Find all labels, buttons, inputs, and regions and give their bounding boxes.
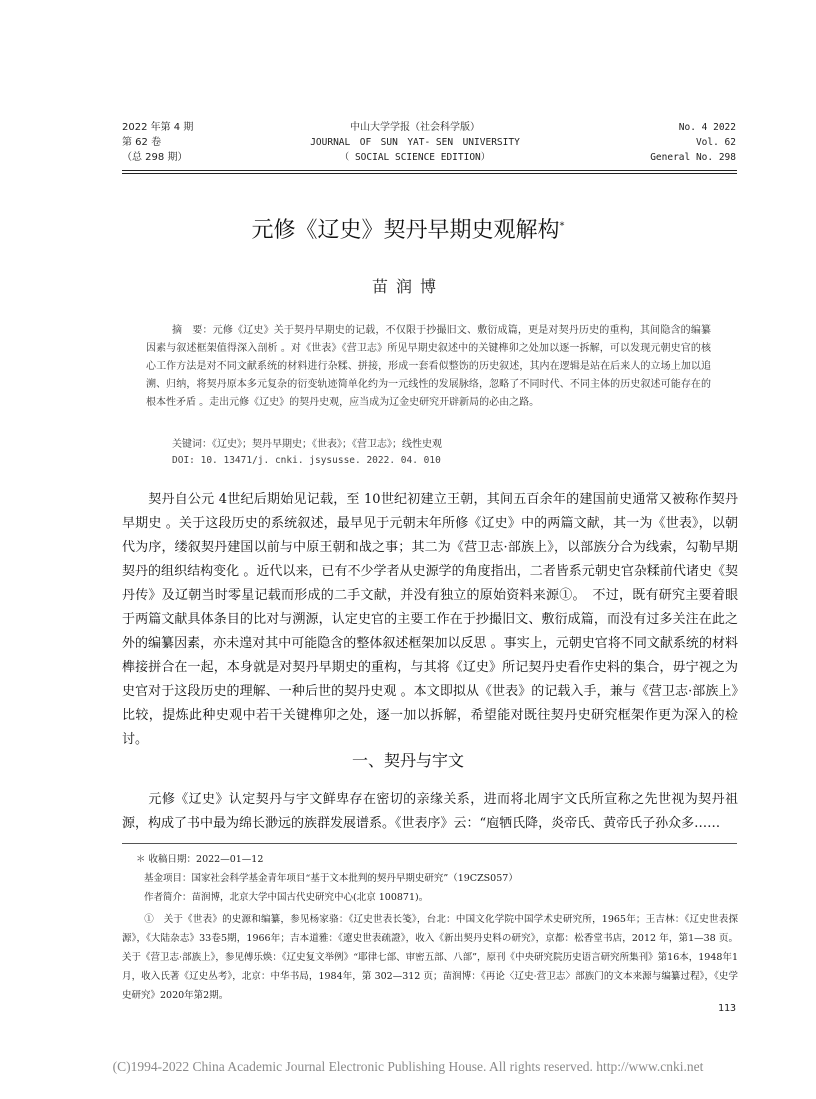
keywords: 关键词：《辽史》；契丹早期史；《世表》；《营卫志》；线性史观 bbox=[172, 439, 442, 450]
volume-number: 第 62 卷 bbox=[122, 137, 162, 148]
journal-name-block bbox=[250, 120, 580, 165]
doi: DOI: 10. 13471/j. cnki. jsysusse. 2022. 04. 010 bbox=[172, 455, 441, 466]
title-footnote-mark: * bbox=[559, 220, 565, 232]
article-title bbox=[0, 213, 816, 244]
author-bio: 作者简介：苗润博，北京大学中国古代史研究中心(北京 100871)。 bbox=[144, 892, 429, 903]
journal-name-cn: 中山大学学报（社会科学版） bbox=[350, 122, 480, 133]
header-rule-thick bbox=[122, 173, 737, 174]
section-heading: 一、契丹与宇文 bbox=[351, 751, 464, 770]
journal-issue-info bbox=[122, 120, 193, 165]
intro-paragraph bbox=[122, 488, 738, 752]
copyright-watermark: (C)1994-2022 China Academic Journal Electronic Publishing House. All rights reserved. http://www.cnki.net bbox=[112, 1059, 704, 1074]
footnote-1-text: ① 关于《世表》的史源和编纂，参见杨家骆：《辽史世表长笺》，台北：中国文化学院中国学术史研究所，1965年；王吉林：《辽史世表探源》，《大陆杂志》33卷5期，1966年；吉本道雅：《遼史世表疏證》，收入《新出契丹史料の研究》，京都：松香堂书店，2012 年，第1—38 页。关于《营卫志·部族上》，参见傅乐焕：《辽史复文举例》“耶律七部、审密五部、八部”，原刊《中央研究院历史语言研究所集刊》第16本，1948年1 月，收入氏著《辽史丛考》，北京：中华书局，1984年，第 302—312 页；苗润博：《再论〈辽史·营卫志〉部族门的文本来源与编纂过程》，《史学史研究》2020年第2期。 bbox=[122, 914, 738, 1001]
section-paragraph-text: 元修《辽史》认定契丹与宇文鲜卑存在密切的亲缘关系，进而将北周宇文氏所宣称之先世视为契丹祖源，构成了书中最为绵长渺远的族群发展谱系。《世表序》云：“庖牺氏降，炎帝氏、黄帝氏子孙众多…… bbox=[122, 792, 738, 831]
general-issue-number: （总 298 期） bbox=[122, 152, 188, 163]
general-number-en: General No. 298 bbox=[650, 152, 736, 163]
volume-en: Vol. 62 bbox=[695, 137, 736, 148]
abstract bbox=[146, 322, 711, 412]
intro-paragraph-text: 契丹自公元 4世纪后期始见记载，至 10世纪初建立王朝，其间五百余年的建国前史通常又被称作契丹早期史 。关于这段历史的系统叙述，最早见于元朝末年所修《辽史》中的两篇文献，其一为《世表》，以朝代为序，缕叙契丹建国以前与中原王朝和战之事；其二为《营卫志·部族上》，以部族分合为线索，勾勒早期契丹的组织结构变化 。近代以来，已有不少学者从史源学的角度指出，二者皆系元朝史官杂糅前代诸史《契丹传》及辽朝当时零星记载而形成的二手文献，并没有独立的原始资料来源①。 不过，既有研究主要着眼于两篇文献具体条目的比对与溯源，认定史官的主要工作在于抄撮旧文、敷衍成篇，而没有过多关注在此之外的编纂因素，亦未遑对其中可能隐含的整体叙述框架加以反思 。事实上，元朝史官将不同文献系统的材料榫接拼合在一起，本身就是对契丹早期史的重构，与其将《辽史》所记契丹史看作史料的集合，毋宁视之为史官对于这段历史的理解、一种后世的契丹史观 。本文即拟从《世表》的记载入手，兼与《营卫志·部族上》比较，提炼此种史观中若干关键榫卯之处，逐一加以拆解，希望能对既往契丹史研究框架作更为深入的检讨。 bbox=[122, 492, 738, 747]
issue-number-en: No. 4 2022 bbox=[678, 122, 736, 133]
journal-name-en: JOURNAL OF SUN YAT- SEN UNIVERSITY bbox=[310, 137, 520, 148]
article-metadata-notes bbox=[122, 850, 738, 907]
footnote-rule bbox=[122, 843, 737, 844]
journal-edition-en: （ SOCIAL SCIENCE EDITION） bbox=[339, 152, 491, 163]
author-name: 苗润博 bbox=[371, 277, 444, 296]
abstract-text: 元修《辽史》关于契丹早期史的记载，不仅限于抄撮旧文、敷衍成篇，更是对契丹历史的重构，其间隐含的编纂因素与叙述框架值得深入剖析 。对《世表》《营卫志》所见早期史叙述中的关键榫卯之处加以逐一拆解，可以发现元朝史官的核心工作方法是对不同文献系统的材料进行杂糅、拼接，形成一套看似整饬的历史叙述，其内在逻辑是站在后来人的立场上加以追溯、归纳，将契丹原本多元复杂的衍变轨迹简单化约为一元线性的发展脉络，忽略了不同时代、不同主体的历史叙述可能存在的根本性矛盾 。走出元修《辽史》的契丹史观，应当成为辽金史研究开辟新局的必由之路。 bbox=[146, 325, 712, 408]
fund-info: 基金项目：国家社会科学基金青年项目“基于文本批判的契丹早期史研究”（19CZS057） bbox=[144, 873, 518, 884]
header-rule-thin bbox=[122, 170, 737, 171]
page-number: 113 bbox=[717, 1003, 736, 1014]
journal-issue-info-en bbox=[650, 120, 736, 165]
abstract-label: 摘 要： bbox=[172, 325, 213, 336]
received-date: ＊ 收稿日期：2022—01—12 bbox=[136, 854, 264, 865]
issue-year-number: 2022 年第 4 期 bbox=[122, 122, 194, 133]
article-title-text: 元修《辽史》契丹早期史观解构 bbox=[251, 218, 560, 243]
section-paragraph bbox=[122, 788, 738, 836]
footnote-1 bbox=[122, 910, 738, 1005]
